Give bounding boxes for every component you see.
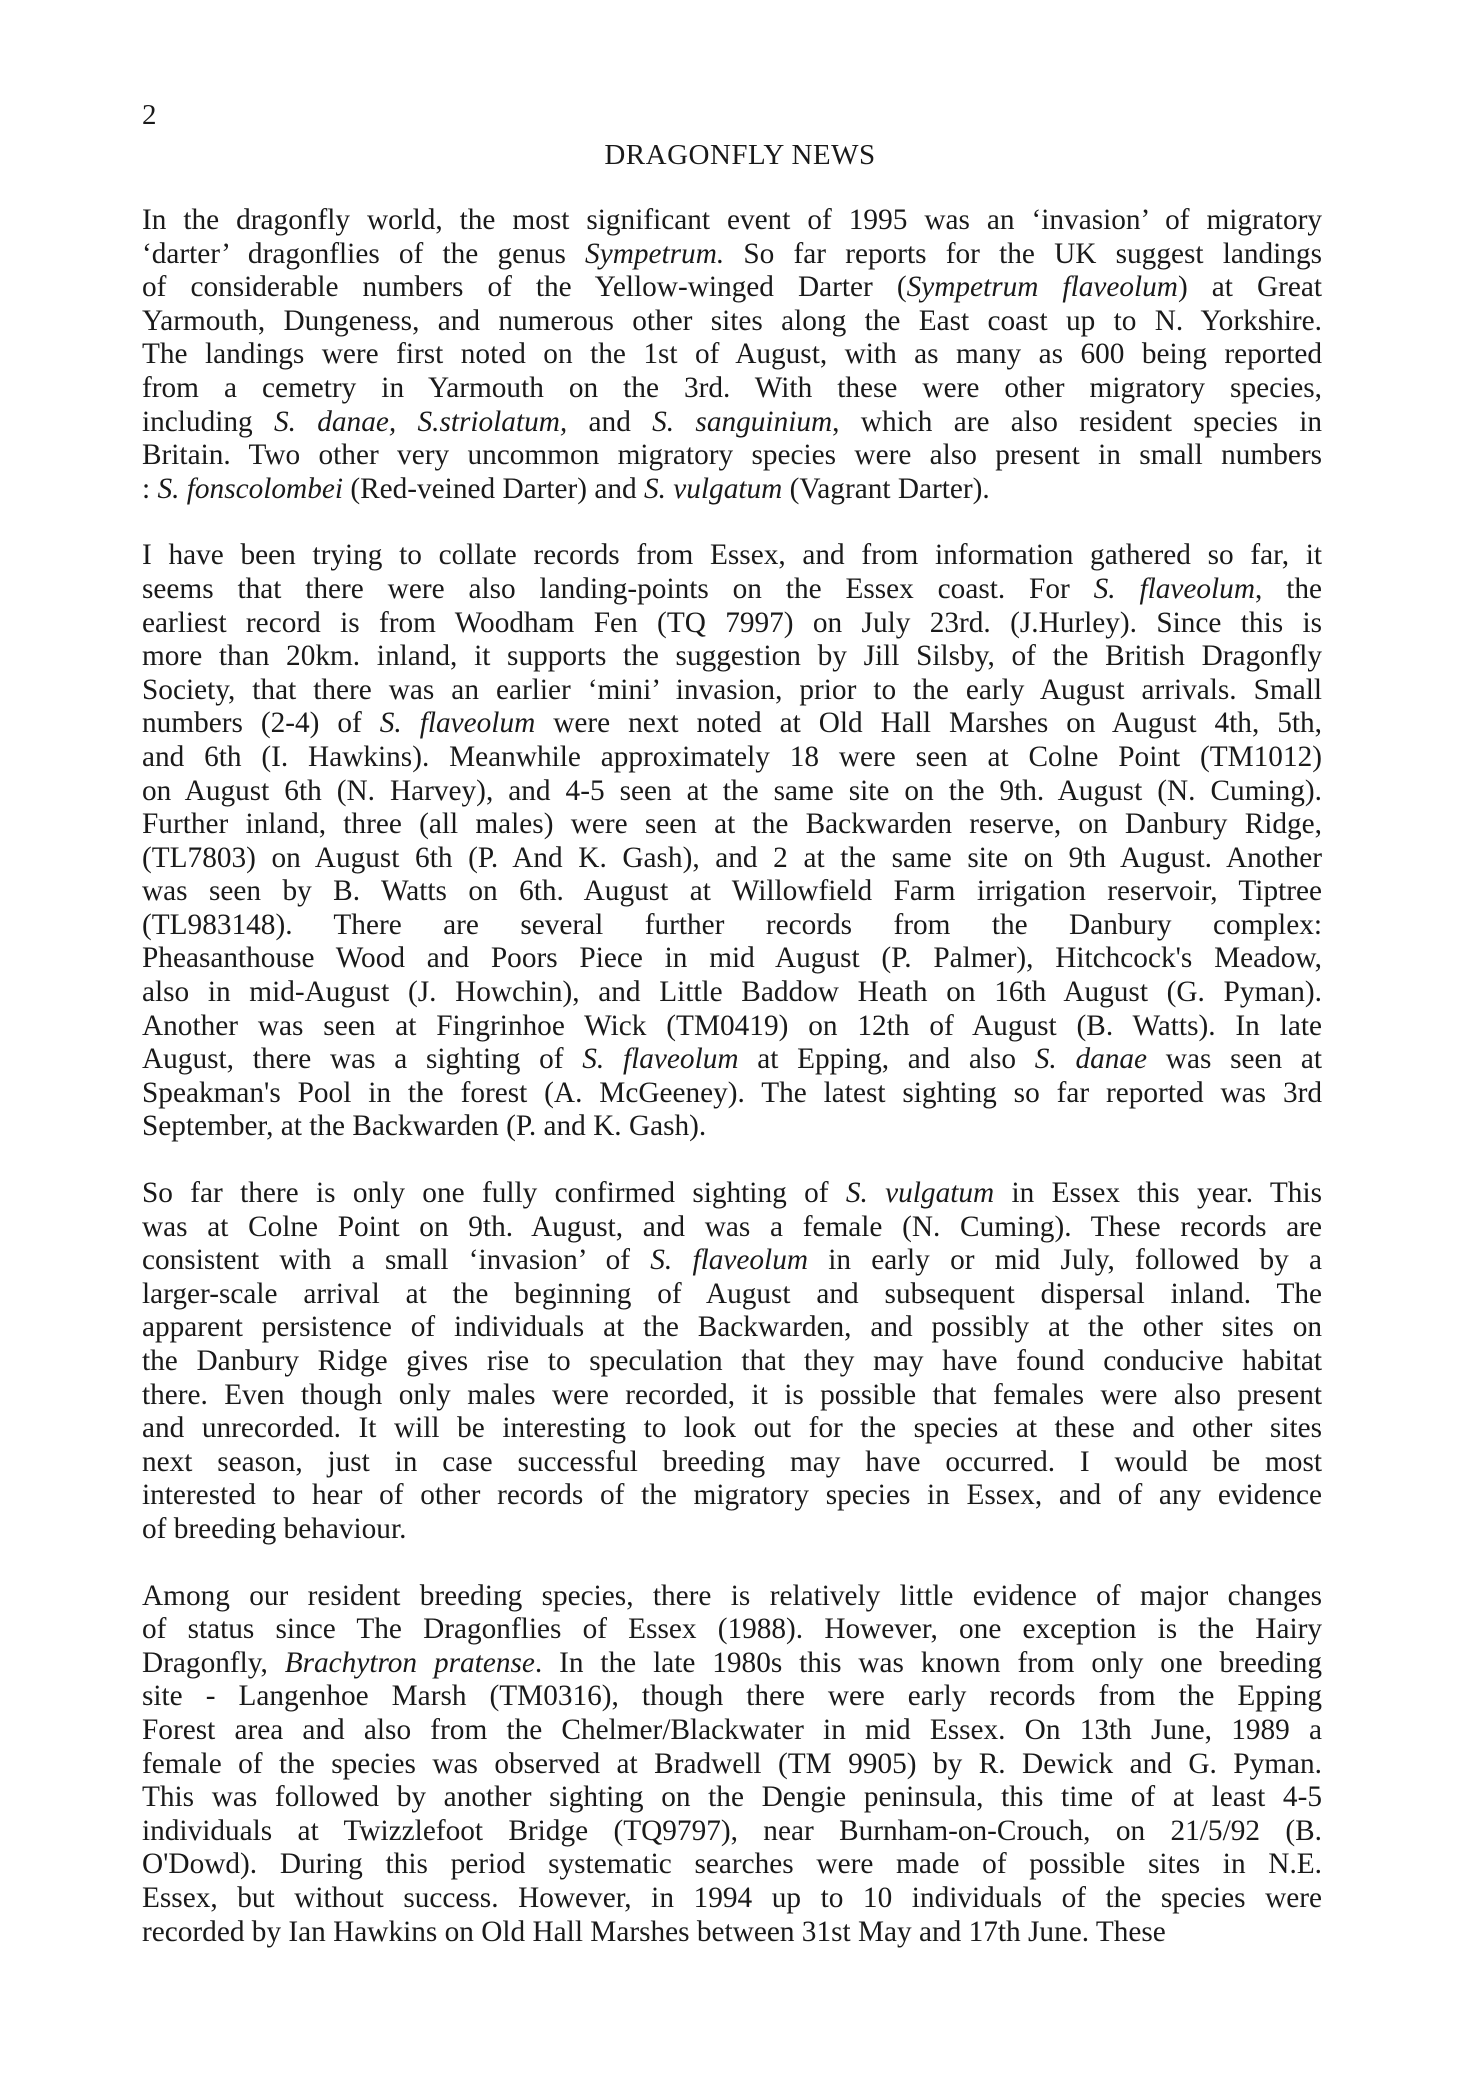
text-run: and unrecorded. It will be interesting to look out for the species at these and other sites [142,1412,1322,1445]
text-run: recorded by Ian Hawkins on Old Hall Marshes between 31st May and 17th June. These [142,1915,1166,1948]
text-run: more than 20km. inland, it supports the suggestion by Jill Silsby, of the British Dragonfly [142,640,1322,673]
text-line [142,1446,1322,1480]
text-line [142,1311,1322,1345]
text-run: Society, that there was an earlier ‘mini’ invasion, prior to the early August arrivals. Small [142,673,1322,706]
italic-species-name: S. flaveolum [582,1043,739,1076]
text-run: ‘darter’ dragonflies of the genus [142,237,586,270]
text-run: were next noted at Old Hall Marshes on August 4th, 5th, [535,707,1323,740]
text-run: was at Colne Point on 9th. August, and was a female (N. Cuming). These records are [142,1210,1322,1243]
text-run: on August 6th (N. Harvey), and 4-5 seen at the same site on the 9th. August (N. Cuming). [142,774,1322,807]
text-run: So far reports for the UK suggest landings [724,237,1322,270]
text-line [142,942,1322,976]
text-run: Yarmouth, Dungeness, and numerous other sites along the East coast up to N. Yorkshire. [142,304,1322,337]
text-run: individuals at Twizzlefoot Bridge (TQ9797), near Burnham-on-Crouch, on 21/5/92 (B. [142,1814,1322,1847]
text-run: Dragonfly, [142,1646,285,1679]
paragraph-3 [142,1177,1322,1547]
italic-species-name: Brachytron pratense [284,1646,535,1679]
text-run: Another was seen at Fingrinhoe Wick (TM0419) on 12th of August (B. Watts). In late [142,1009,1322,1042]
text-line [142,1781,1322,1815]
text-run: earliest record is from Woodham Fen (TQ 7997) on July 23rd. (J.Hurley). Since this is [142,606,1322,639]
text-run: I have been trying to collate records from Essex, and from information gathered so far, it [142,539,1322,572]
text-line [142,842,1322,876]
text-line [142,976,1322,1010]
text-run: In the dragonfly world, the most significant event of 1995 was an ‘invasion’ of migratory [142,204,1322,236]
text-run: the Danbury Ridge gives rise to speculation that they may have found conducive habitat [142,1345,1322,1377]
text-run: ) at Great [1177,271,1322,304]
text-line [142,607,1322,641]
italic-species-name: Sympetrum flaveolum [906,271,1178,304]
text-line [142,1613,1322,1647]
text-run: Britain. Two other very uncommon migratory species were also present in small numbers [142,439,1322,472]
text-run: interested to hear of other records of the migratory species in Essex, and of any evidence [142,1479,1322,1512]
text-line [142,1345,1322,1379]
text-line [142,808,1322,842]
text-line [142,1278,1322,1312]
text-line [142,573,1322,607]
text-run: and [567,405,653,438]
text-run: . In the late 1980s this was known from only one breeding [534,1646,1322,1679]
text-run: including [142,405,274,438]
text-run: consistent with a small ‘invasion’ of [142,1244,651,1277]
text-run: larger-scale arrival at the beginning of August and subsequent dispersal inland. The [142,1277,1322,1310]
text-line [142,305,1322,339]
text-run: O'Dowd). During this period systematic searches were made of possible sites in N.E. [142,1848,1322,1881]
text-run: in early or mid July, followed by a [808,1244,1322,1277]
italic-species-name: S. flaveolum [1093,572,1255,605]
text-line [142,1680,1322,1714]
text-run: (Vagrant Darter). [782,472,990,505]
text-line [142,1043,1322,1077]
text-run: September, at the Backwarden (P. and K. Gash). [142,1110,707,1143]
text-line [142,1815,1322,1849]
text-line [142,204,1322,238]
text-line [142,1748,1322,1782]
text-run: August, there was a sighting of [142,1043,583,1076]
text-line [142,1211,1322,1245]
italic-species-name: S. flaveolum [379,707,536,740]
text-line [142,439,1322,473]
text-run: there. Even though only males were recorded, it is possible that females were also present [142,1378,1322,1411]
italic-species-name: S. danae, S.striolatum, [273,405,568,438]
text-line [142,1177,1322,1211]
text-run: , which are also resident species in [832,405,1322,438]
text-line [142,875,1322,909]
text-run: Among our resident breeding species, there is relatively little evidence of major changes [142,1579,1322,1612]
paragraph-2 [142,539,1322,1144]
running-head: DRAGONFLY NEWS [604,139,876,171]
text-line [142,1580,1322,1614]
paragraph-4 [142,1580,1322,1950]
text-run: apparent persistence of individuals at the Backwarden, and possibly at the other sites on [142,1311,1322,1344]
text-run: Essex, but without success. However, in 1994 up to 10 individuals of the species were [142,1881,1322,1914]
text-run: and 6th (I. Hawkins). Meanwhile approximately 18 were seen at Colne Point (TM1012) [142,740,1322,773]
text-run: was seen at [1147,1043,1323,1076]
italic-species-name: S. danae [1034,1043,1148,1076]
text-run: female of the species was observed at Bradwell (TM 9905) by R. Dewick and G. Pyman. [142,1747,1322,1780]
text-line [142,1647,1322,1681]
text-line [142,909,1322,943]
text-line [142,1714,1322,1748]
article-body [142,204,1322,1982]
text-line [142,338,1322,372]
text-run: Further inland, three (all males) were seen at the Backwarden reserve, on Danbury Ridge, [142,808,1322,841]
text-line [142,707,1322,741]
text-line [142,640,1322,674]
page-number: 2 [142,99,157,131]
italic-species-name: Sympetrum. [585,237,725,270]
text-run: of breeding behaviour. [142,1512,407,1545]
text-line [142,1848,1322,1882]
text-line [142,406,1322,440]
text-run: in Essex this year. This [994,1177,1322,1210]
text-run: Speakman's Pool in the forest (A. McGeeney). The latest sighting so far reported was 3rd [142,1076,1322,1109]
text-line [142,1882,1322,1916]
text-line [142,473,1322,507]
text-run: numbers (2-4) of [142,707,380,740]
italic-species-name: S. flaveolum [650,1244,808,1277]
text-run: The landings were first noted on the 1st of August, with as many as 600 being reported [142,338,1322,371]
text-run: : [142,472,158,505]
italic-species-name: S. vulgatum [845,1177,995,1210]
text-line [142,1513,1322,1547]
text-run: at Epping, and also [738,1043,1035,1076]
text-run: (TL983148). There are several further records from the Danbury complex: [142,908,1322,941]
italic-species-name: S. sanguinium [652,405,833,438]
paragraph-1 [142,204,1322,506]
text-line [142,1916,1322,1950]
text-line [142,238,1322,272]
text-run: (Red-veined Darter) and [343,472,644,505]
text-run: So far there is only one fully confirmed sighting of [142,1177,846,1210]
text-line [142,1010,1322,1044]
text-run: was seen by B. Watts on 6th. August at Willowfield Farm irrigation reservoir, Tiptree [142,875,1322,908]
text-run: Forest area and also from the Chelmer/Blackwater in mid Essex. On 13th June, 1989 a [142,1713,1322,1746]
text-line [142,674,1322,708]
italic-species-name: S. vulgatum [643,472,783,505]
text-run: also in mid-August (J. Howchin), and Little Baddow Heath on 16th August (G. Pyman). [142,976,1322,1009]
text-line [142,775,1322,809]
text-run: next season, just in case successful breeding may have occurred. I would be most [142,1445,1322,1478]
text-line [142,1077,1322,1111]
text-line [142,539,1322,573]
text-run: , the [1255,572,1322,605]
text-line [142,1244,1322,1278]
text-line [142,271,1322,305]
text-run: of status since The Dragonflies of Essex (1988). However, one exception is the Hairy [142,1613,1322,1646]
text-line [142,1110,1322,1144]
text-run: seems that there were also landing-points on the Essex coast. For [142,572,1094,605]
text-run: site - Langenhoe Marsh (TM0316), though there were early records from the Epping [142,1680,1322,1713]
text-run: from a cemetry in Yarmouth on the 3rd. With these were other migratory species, [142,371,1322,404]
text-run: (TL7803) on August 6th (P. And K. Gash), and 2 at the same site on 9th August. Another [142,841,1322,874]
italic-species-name: S. fonscolombei [157,472,343,505]
text-line [142,372,1322,406]
text-line [142,1479,1322,1513]
text-line [142,1379,1322,1413]
text-run: Pheasanthouse Wood and Poors Piece in mid August (P. Palmer), Hitchcock's Meadow, [142,942,1322,975]
text-run: This was followed by another sighting on the Dengie peninsula, this time of at least 4-5 [142,1781,1322,1814]
text-line [142,1412,1322,1446]
text-line [142,741,1322,775]
text-run: of considerable numbers of the Yellow-winged Darter ( [142,271,907,304]
